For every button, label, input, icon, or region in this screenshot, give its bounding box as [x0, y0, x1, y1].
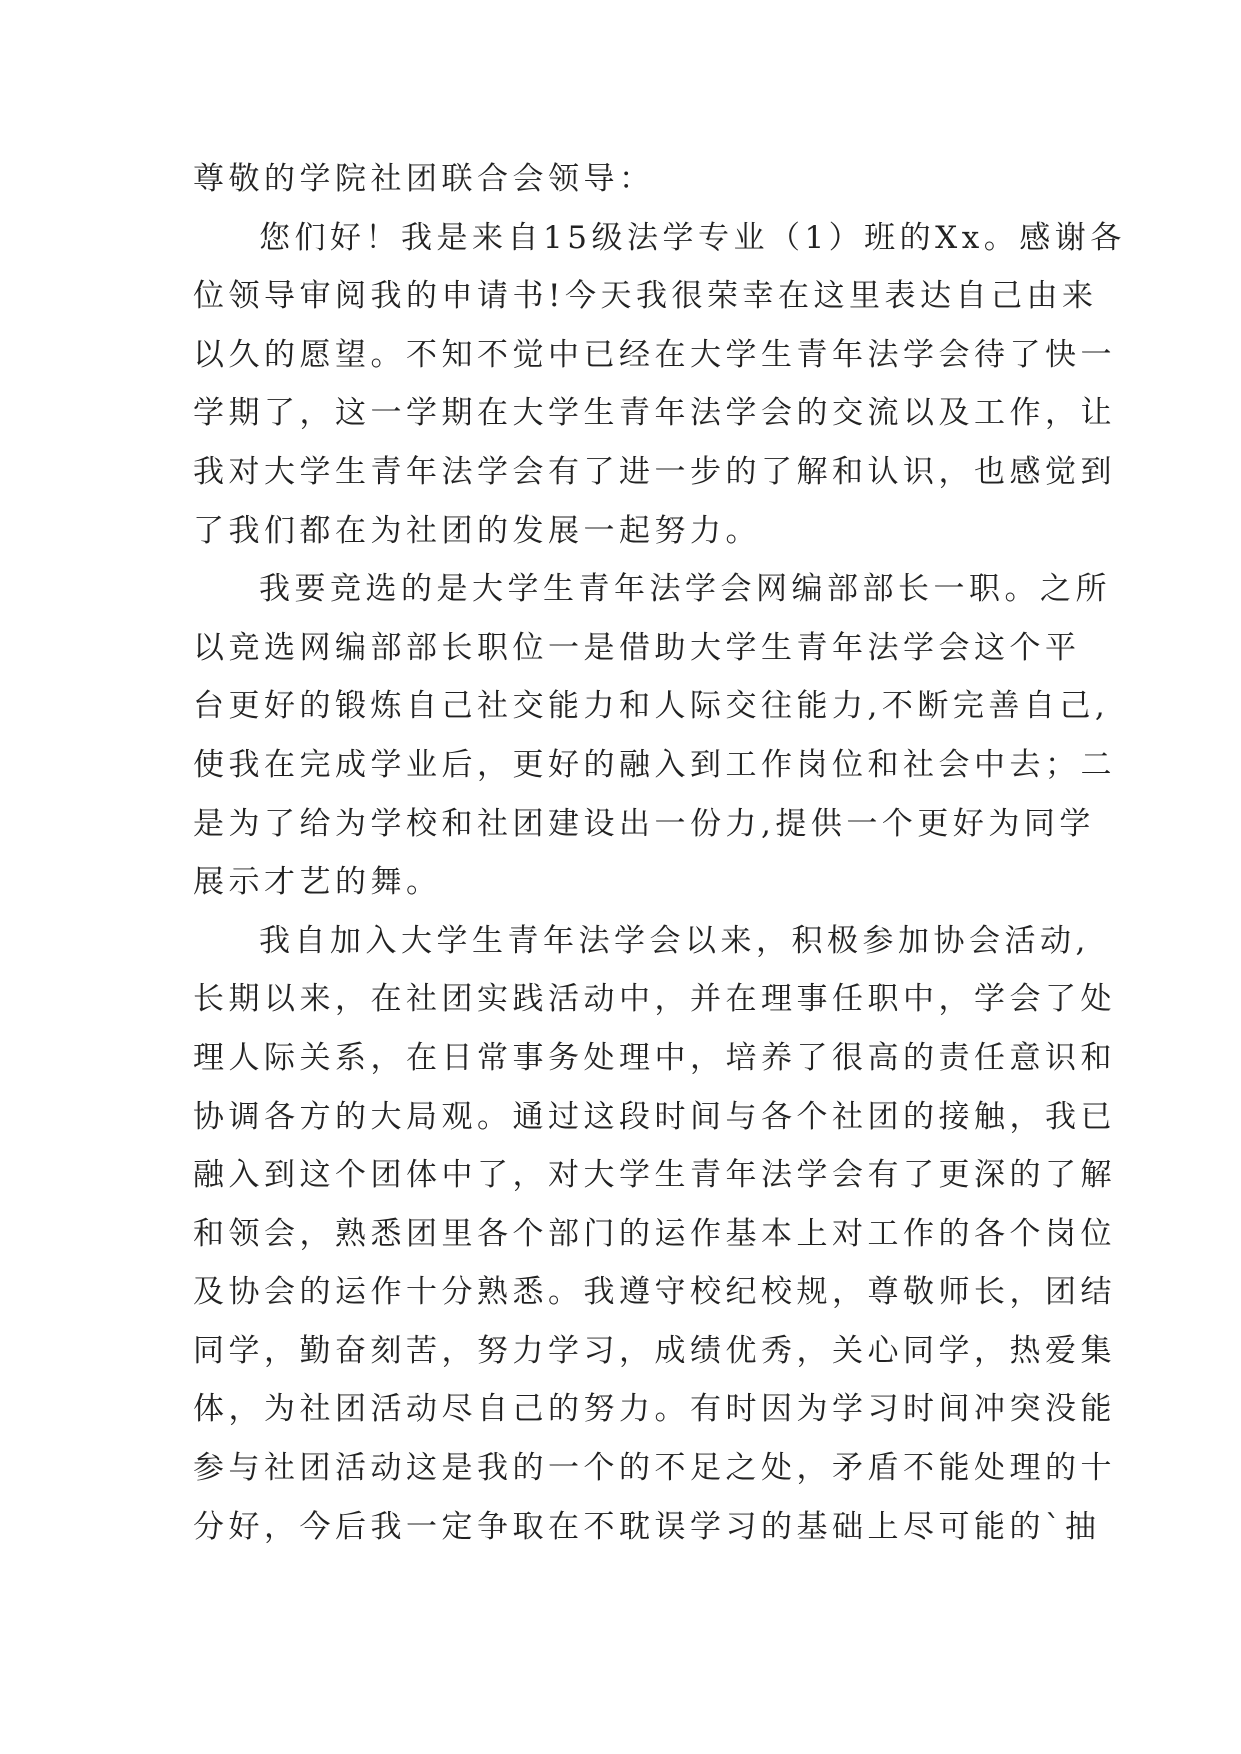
text-line: 是为了给为学校和社团建设出一份力,提供一个更好为同学: [193, 805, 1095, 842]
paragraph-experience: [193, 912, 1116, 1557]
text-line: 您们好！我是来自15级法学专业（1）班的Xx。感谢各: [259, 219, 1126, 256]
text-line: 长期以来，在社团实践活动中，并在理事任职中，学会了处: [193, 981, 1116, 1018]
text-line: 使我在完成学业后，更好的融入到工作岗位和社会中去；二: [193, 746, 1116, 783]
paragraph-greeting: [193, 209, 1126, 561]
text-line: 分好，今后我一定争取在不耽误学习的基础上尽可能的`抽: [193, 1508, 1101, 1545]
text-line: 和领会，熟悉团里各个部门的运作基本上对工作的各个岗位: [193, 1215, 1116, 1252]
salutation: 尊敬的学院社团联合会领导：: [193, 161, 655, 197]
text-line: 协调各方的大局观。通过这段时间与各个社团的接触，我已: [193, 1098, 1116, 1135]
text-line: 体，为社团活动尽自己的努力。有时因为学习时间冲突没能: [193, 1391, 1116, 1428]
text-line: 同学，勤奋刻苦，努力学习，成绩优秀，关心同学，热爱集: [193, 1332, 1116, 1369]
text-line: 及协会的运作十分熟悉。我遵守校纪校规，尊敬师长，团结: [193, 1274, 1116, 1311]
text-line: 台更好的锻炼自己社交能力和人际交往能力,不断完善自己,: [193, 688, 1110, 725]
text-line: 参与社团活动这是我的一个的不足之处，矛盾不能处理的十: [193, 1450, 1116, 1487]
text-line: 我对大学生青年法学会有了进一步的了解和认识，也感觉到: [193, 453, 1116, 490]
document-page: [193, 150, 1126, 1556]
text-line: 了我们都在为社团的发展一起努力。: [193, 512, 761, 549]
paragraph-candidacy: [193, 560, 1116, 912]
text-line: 理人际关系，在日常事务处理中，培养了很高的责任意识和: [193, 1039, 1116, 1076]
text-line: 以竞选网编部部长职位一是借助大学生青年法学会这个平: [193, 629, 1081, 666]
text-line: 我要竞选的是大学生青年法学会网编部部长一职。之所: [259, 571, 1111, 608]
text-line: 位领导审阅我的申请书!今天我很荣幸在这里表达自己由来: [193, 278, 1098, 315]
text-line: 学期了，这一学期在大学生青年法学会的交流以及工作，让: [193, 395, 1116, 432]
text-line: 我自加入大学生青年法学会以来，积极参加协会活动,: [259, 922, 1090, 959]
text-line: 以久的愿望。不知不觉中已经在大学生青年法学会待了快一: [193, 336, 1116, 373]
text-line: 展示才艺的舞。: [193, 864, 442, 901]
text-line: 融入到这个团体中了，对大学生青年法学会有了更深的了解: [193, 1157, 1116, 1194]
